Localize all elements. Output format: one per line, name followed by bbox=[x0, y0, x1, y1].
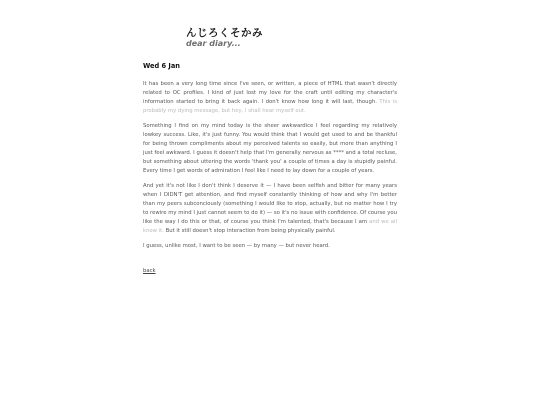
entry-paragraph-1 bbox=[143, 80, 397, 116]
diary-entry bbox=[143, 62, 397, 276]
paragraph-2-text: Something I find on my mind today is the sheer awkwardice I feel regarding my relatively lowkey success. Like, it's just funny. You would think that I would get used to and be thankful for being thrown compliments about my perceived talents so easily, but more than anything I just feel awkward. I guess it doesn't help that I'm generally nervous as **** and a total recluse, but something about uttering the words 'thank you' a couple of times a day is stupidly painful. Every time I get words of admiration I feel like I need to lay down for a couple of years. bbox=[143, 122, 397, 175]
entry-date: Wed 6 Jan bbox=[143, 62, 181, 70]
entry-paragraph-4 bbox=[143, 242, 397, 251]
site-header bbox=[186, 27, 263, 49]
paragraph-3-text-end: But it still doesn't stop interaction from being physically painful. bbox=[163, 228, 336, 235]
site-subtitle: dear diary... bbox=[186, 39, 241, 48]
paragraph-1-faded-text: This is probably my dying message, but hey, I shall hear myself out. bbox=[143, 99, 397, 115]
paragraph-3-text-start: And yet it's not like I don't think I deserve it — I have been selfish and bitter for many years when I DIDN'T get attention, and find myself constantly thinking of how and why I'm better than my peers subconciously (something I would like to stop, actually, but no matter how I try to rewire my mind I just cannot seem to do it) — so it's no issue with confidence. Of course you like the way I do this or that, of course you think I'm talented, that's because I am bbox=[143, 182, 397, 226]
paragraph-1-text: It has been a very long time since I've seen, or written, a piece of HTML that wasn't directly related to OC profiles. I kind of just lost my love for the craft until editing my character's information started to bring it back again. I don't know how long it will last, though. bbox=[143, 81, 397, 106]
paragraph-4-text: I guess, unlike most, I want to be seen — by many — but never heard. bbox=[143, 243, 330, 249]
back-link[interactable]: back bbox=[143, 267, 156, 274]
entry-paragraph-3 bbox=[143, 182, 397, 237]
entry-paragraph-2 bbox=[143, 122, 397, 177]
site-title: んじろくそかみ bbox=[186, 27, 263, 39]
paragraph-3-faded-text: and we all know it. bbox=[143, 219, 397, 235]
